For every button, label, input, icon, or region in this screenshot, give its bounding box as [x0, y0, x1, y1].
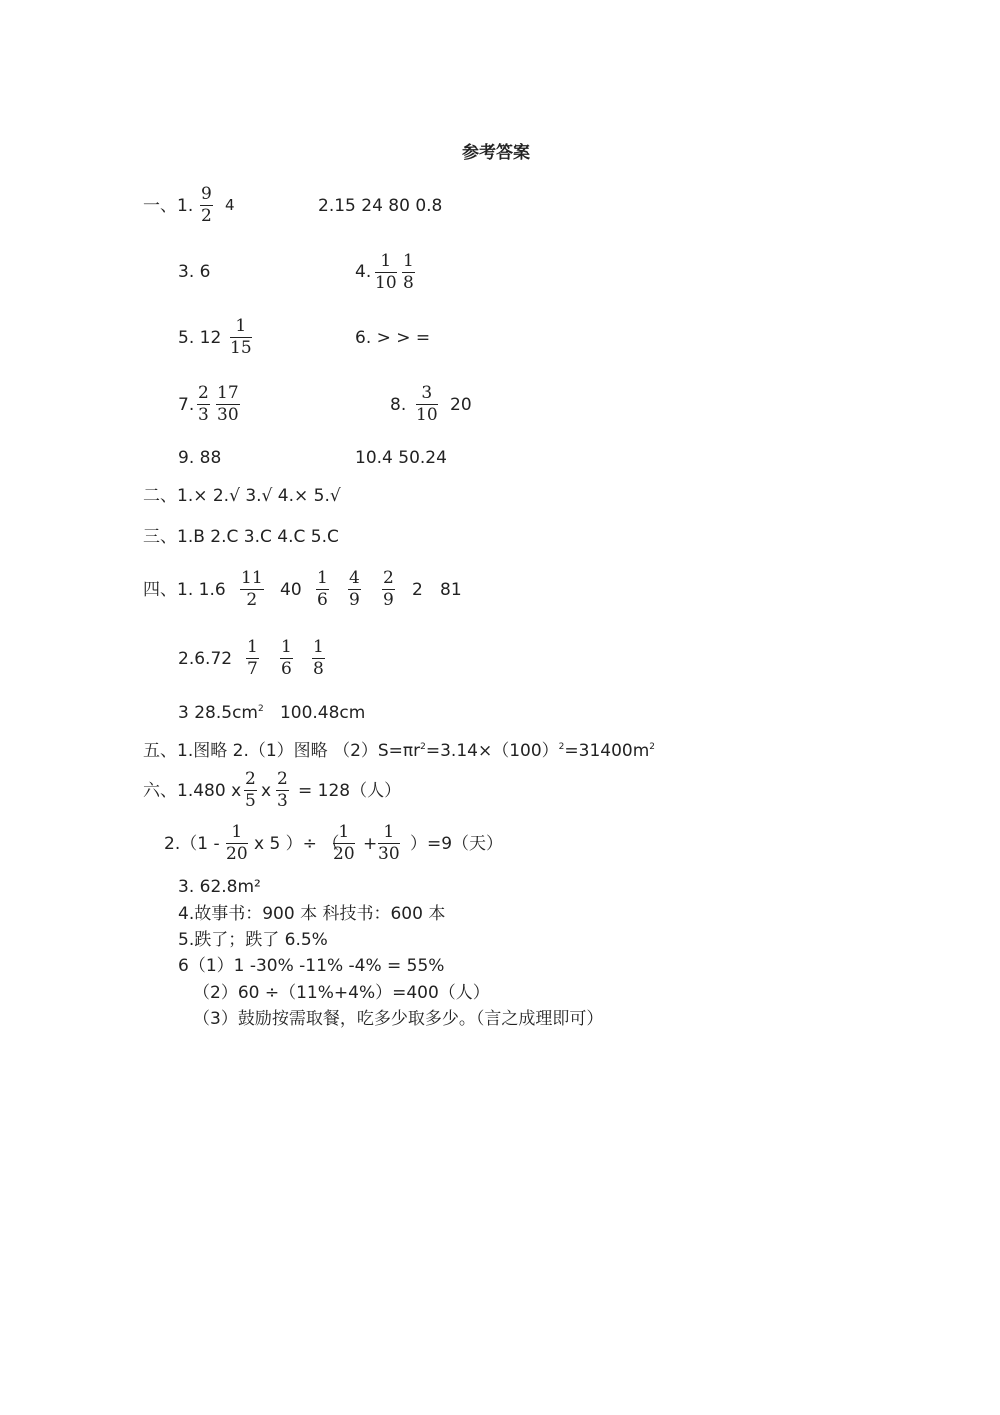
s1-q2: 2.15 24 80 0.8	[318, 196, 443, 216]
s6-q2-fraction-2: 1 20	[333, 822, 355, 864]
s4-q2-fraction-3: 1 8	[313, 637, 324, 679]
s1-q8-fraction: 3 10	[416, 383, 438, 425]
s1-q1-fraction: 9 2	[201, 184, 212, 226]
s1-q5-fraction: 1 15	[230, 316, 252, 358]
section-2: 二、1.× 2.√ 3.√ 4.× 5.√	[143, 486, 341, 506]
s4-value-2: 2	[412, 580, 423, 600]
s6-q6-1: 6（1）1 -30% -11% -4% = 55%	[178, 956, 445, 976]
s6-q1-fraction-2: 2 3	[277, 769, 288, 811]
s6-q6-2: （2）60 ÷（11%+4%）=400（人）	[193, 983, 490, 1003]
s4-q2-fraction-1: 1 7	[247, 637, 258, 679]
s6-q1-times: x	[261, 781, 272, 801]
s1-q7-fraction-1: 2 3	[198, 383, 209, 425]
s1-q3: 3. 6	[178, 262, 211, 282]
s1-q1-answer: 4	[225, 196, 235, 214]
s6-q4: 4.故事书：900 本 科技书：600 本	[178, 904, 446, 924]
section-3: 三、1.B 2.C 3.C 4.C 5.C	[143, 527, 339, 547]
s6-q2-part-b: x 5 ）÷ （	[254, 834, 340, 854]
s4-fraction-2: 1 6	[317, 568, 328, 610]
s4-q2-fraction-2: 1 6	[281, 637, 292, 679]
s6-q2-fraction-3: 1 30	[378, 822, 400, 864]
s6-q1-prefix: 六、1.480 x	[143, 781, 242, 801]
s1-q4-fraction-1: 1 10	[375, 251, 397, 293]
s1-q1-prefix: 一、1.	[143, 196, 194, 216]
s6-q6-3: （3）鼓励按需取餐，吃多少取多少。（言之成理即可）	[193, 1009, 604, 1029]
s4-value-81: 81	[440, 580, 462, 600]
s1-q9: 9. 88	[178, 448, 222, 468]
s1-q8-answer: 20	[450, 395, 472, 415]
s4-fraction-3: 4 9	[349, 568, 360, 610]
s4-q1-prefix: 四、1. 1.6	[143, 580, 226, 600]
s1-q8-prefix: 8.	[390, 395, 407, 415]
s1-q4-prefix: 4.	[355, 262, 372, 282]
s6-q1-result: = 128（人）	[298, 781, 402, 801]
s4-fraction-1: 11 2	[241, 568, 263, 610]
s1-q7-fraction-2: 17 30	[217, 383, 239, 425]
s1-q7-prefix: 7.	[178, 395, 195, 415]
s6-q1-fraction-1: 2 5	[245, 769, 256, 811]
s6-q3: 3. 62.8m²	[178, 877, 261, 897]
s4-q3: 3 $28.5cm^2$ 100.48cm	[178, 703, 366, 723]
s1-q6: 6. > > =	[355, 328, 431, 348]
s6-q2-part-a: 2.（1 -	[164, 834, 220, 854]
s6-q2-result: ）=9（天）	[410, 834, 504, 854]
s1-q5-prefix: 5. 12	[178, 328, 222, 348]
s6-q2-fraction-1: 1 20	[226, 822, 248, 864]
s1-q4-fraction-2: 1 8	[403, 251, 414, 293]
s1-q10: 10.4 50.24	[355, 448, 447, 468]
page-title: 参考答案	[462, 143, 530, 163]
s4-fraction-4: 2 9	[383, 568, 394, 610]
section-5: 五、1.图略 2.（1）图略 $(2)S=\pi r^2=3.14\times(100)^2=31400m^2$	[143, 741, 656, 761]
s6-q5: 5.跌了；跌了 6.5%	[178, 930, 328, 950]
s6-q2-plus: +	[363, 834, 378, 854]
s4-value-40: 40	[280, 580, 302, 600]
s4-q2-prefix: 2.6.72	[178, 649, 233, 669]
